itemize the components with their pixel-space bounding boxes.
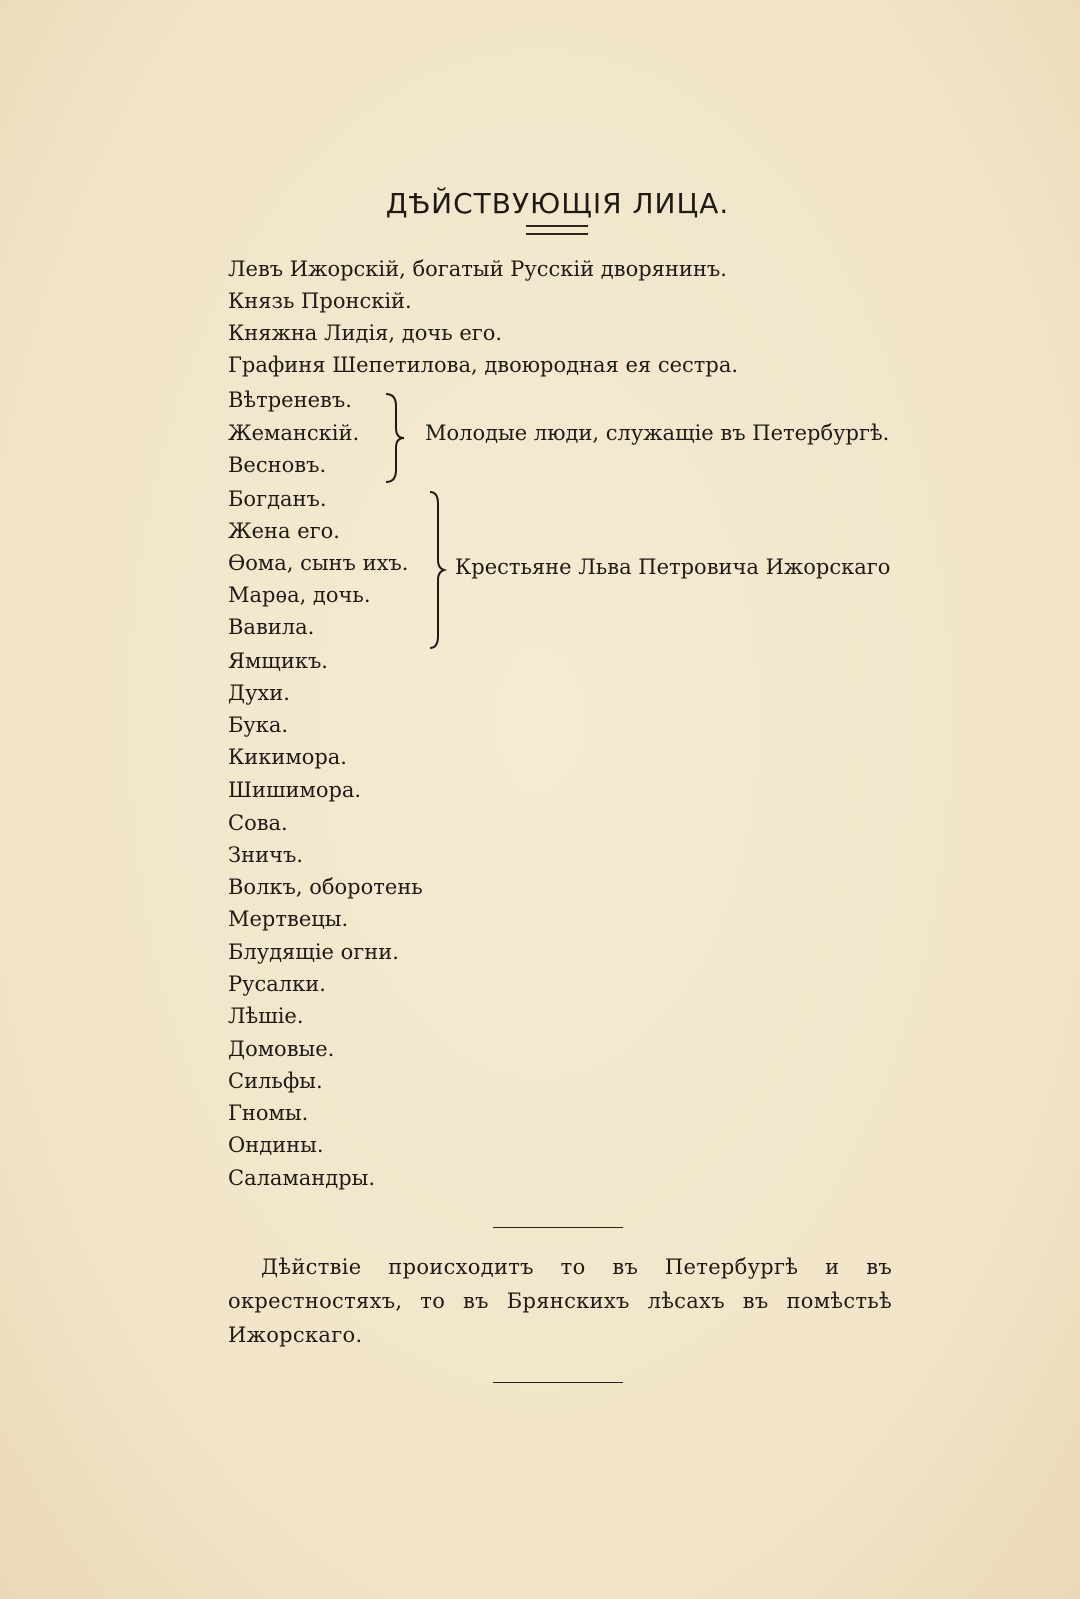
character-item: Мертвецы. — [228, 907, 349, 931]
character-item: Шишимора. — [228, 778, 362, 802]
character-item: Лѣшіе. — [228, 1004, 304, 1028]
character-item: Блудящіе огни. — [228, 940, 399, 964]
character-item: Саламандры. — [228, 1166, 376, 1190]
character-item: Марѳа, дочь. — [228, 583, 371, 607]
character-item: Ондины. — [228, 1133, 324, 1157]
group-note-peasants: Крестьяне Льва Петровича Ижорскаго — [455, 555, 891, 579]
character-item: Ѳома, сынъ ихъ. — [228, 551, 409, 575]
character-item: Духи. — [228, 681, 290, 705]
character-item: Князь Пронскій. — [228, 289, 412, 313]
character-item: Зничъ. — [228, 843, 303, 867]
brace-peasants — [428, 490, 450, 650]
brace-young-men — [384, 392, 410, 484]
character-item: Русалки. — [228, 972, 326, 996]
section-divider — [493, 1227, 623, 1228]
character-item: Княжна Лидія, дочь его. — [228, 321, 503, 345]
character-item: Бука. — [228, 713, 289, 737]
character-item: Вѣтреневъ. — [228, 388, 352, 412]
character-item: Сильфы. — [228, 1069, 323, 1093]
character-item: Домовые. — [228, 1037, 335, 1061]
character-item: Графиня Шепетилова, двоюродная ея сестра. — [228, 353, 739, 377]
character-item: Жеманскій. — [228, 421, 360, 445]
character-item: Кикимора. — [228, 745, 347, 769]
character-item: Вавила. — [228, 615, 315, 639]
setting-paragraph: Дѣйствіе происходитъ то въ Петербургѣ и въ окрестностяхъ, то въ Брянскихъ лѣсахъ въ помѣстьѣ Ижорскаго. — [228, 1255, 892, 1347]
page-title: ДѢЙСТВУЮЩІЯ ЛИЦА. — [385, 186, 730, 220]
character-item: Волкъ, оборотень — [228, 875, 423, 899]
group-note-young-men: Молодые люди, служащіе въ Петербургѣ. — [425, 421, 890, 445]
bottom-divider — [493, 1382, 623, 1383]
character-item: Жена его. — [228, 519, 340, 543]
character-item: Сова. — [228, 811, 288, 835]
title-double-rule — [526, 225, 588, 235]
character-item: Гномы. — [228, 1101, 309, 1125]
character-item: Весновъ. — [228, 453, 327, 477]
character-item: Богданъ. — [228, 487, 327, 511]
character-item: Левъ Ижорскій, богатый Русскій дворянинъ. — [228, 257, 727, 281]
character-item: Ямщикъ. — [228, 649, 328, 673]
